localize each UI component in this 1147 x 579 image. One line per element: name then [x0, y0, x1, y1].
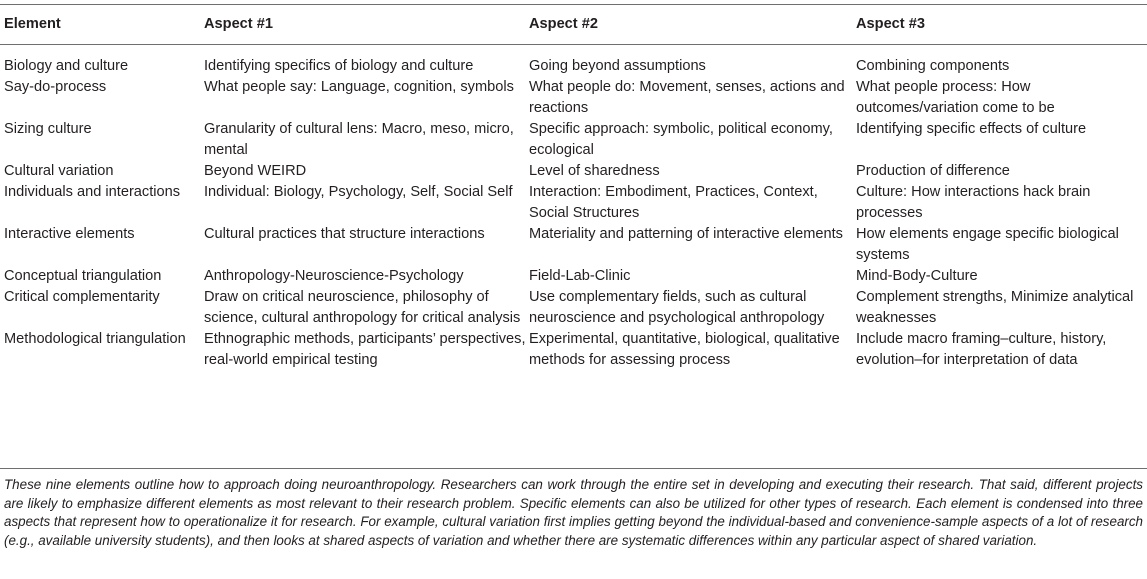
cell-element: Sizing culture	[4, 121, 92, 137]
cell-aspect-3: Identifying specific effects of culture	[856, 121, 1087, 137]
cell-element: Critical complementarity	[4, 289, 160, 305]
cell-aspect-2: What people do: Movement, senses, actions and reactions	[529, 79, 845, 116]
column-header-aspect-2: Aspect #2	[529, 15, 598, 32]
cell-aspect-3: Mind-Body-Culture	[856, 268, 978, 284]
cell-element: Conceptual triangulation	[4, 268, 162, 284]
cell-aspect-2: Field-Lab-Clinic	[529, 268, 631, 284]
cell-aspect-1: What people say: Language, cognition, symbols	[204, 79, 514, 95]
table-row	[0, 161, 1147, 182]
cell-element: Individuals and interactions	[4, 184, 181, 200]
cell-aspect-1: Beyond WEIRD	[204, 163, 307, 179]
cell-aspect-1: Draw on critical neuroscience, philosophy of science, cultural anthropology for critical analysis	[204, 289, 521, 326]
cell-aspect-3: Culture: How interactions hack brain processes	[856, 184, 1091, 221]
cell-element: Say-do-process	[4, 79, 107, 95]
column-header-aspect-3: Aspect #3	[856, 15, 925, 32]
cell-aspect-3: Complement strengths, Minimize analytical weaknesses	[856, 289, 1134, 326]
cell-element: Interactive elements	[4, 226, 135, 242]
cell-aspect-1: Individual: Biology, Psychology, Self, Social Self	[204, 184, 513, 200]
cell-aspect-2: Experimental, quantitative, biological, qualitative methods for assessing process	[529, 331, 840, 368]
bottom-rule	[0, 468, 1147, 469]
column-header-aspect-1: Aspect #1	[204, 15, 273, 32]
cell-aspect-1: Ethnographic methods, participants’ perspectives, real-world empirical testing	[204, 331, 526, 368]
cell-aspect-1: Granularity of cultural lens: Macro, meso, micro, mental	[204, 121, 514, 158]
cell-aspect-2: Materiality and patterning of interactive elements	[529, 226, 843, 242]
table-row	[0, 329, 1147, 371]
cell-aspect-3: What people process: How outcomes/variation come to be	[856, 79, 1055, 116]
cell-aspect-2: Level of sharedness	[529, 163, 660, 179]
cell-aspect-1: Anthropology-Neuroscience-Psychology	[204, 268, 464, 284]
cell-element: Biology and culture	[4, 58, 129, 74]
data-table	[0, 4, 1147, 371]
column-header-element: Element	[4, 15, 61, 32]
cell-aspect-3: Include macro framing–culture, history, evolution–for interpretation of data	[856, 331, 1107, 368]
cell-aspect-1: Cultural practices that structure interactions	[204, 226, 485, 242]
table-row	[0, 44, 1147, 77]
table-row	[0, 224, 1147, 266]
cell-aspect-2: Use complementary fields, such as cultural neuroscience and psychological anthropology	[529, 289, 825, 326]
cell-element: Cultural variation	[4, 163, 114, 179]
table-row	[0, 182, 1147, 224]
cell-aspect-3: How elements engage specific biological systems	[856, 226, 1119, 263]
header-row	[0, 4, 1147, 44]
table-row	[0, 119, 1147, 161]
cell-aspect-1: Identifying specifics of biology and culture	[204, 58, 474, 74]
cell-aspect-2: Specific approach: symbolic, political economy, ecological	[529, 121, 833, 158]
table-row	[0, 287, 1147, 329]
table-row	[0, 266, 1147, 287]
cell-aspect-3: Production of difference	[856, 163, 1010, 179]
cell-aspect-3: Combining components	[856, 58, 1010, 74]
table-footnote: These nine elements outline how to approach doing neuroanthropology. Researchers can work through the entire set in developing and executing their research. That said, different projects are likely to emphasize different elements as most relevant to their research problem. Specific elements can also be utilized for other types of research. Each element is condensed into three aspects that represent how to operationalize it for research. For example, cultural variation first implies getting beyond the individual-based and convenience-sample aspects of a lot of research (e.g., available university students), and then looks at shared aspects of variation and whether there are systematic differences within any particular aspect of shared variation.	[4, 477, 1143, 548]
cell-aspect-2: Interaction: Embodiment, Practices, Context, Social Structures	[529, 184, 818, 221]
cell-element: Methodological triangulation	[4, 331, 186, 347]
cell-aspect-2: Going beyond assumptions	[529, 58, 706, 74]
table-row	[0, 77, 1147, 119]
